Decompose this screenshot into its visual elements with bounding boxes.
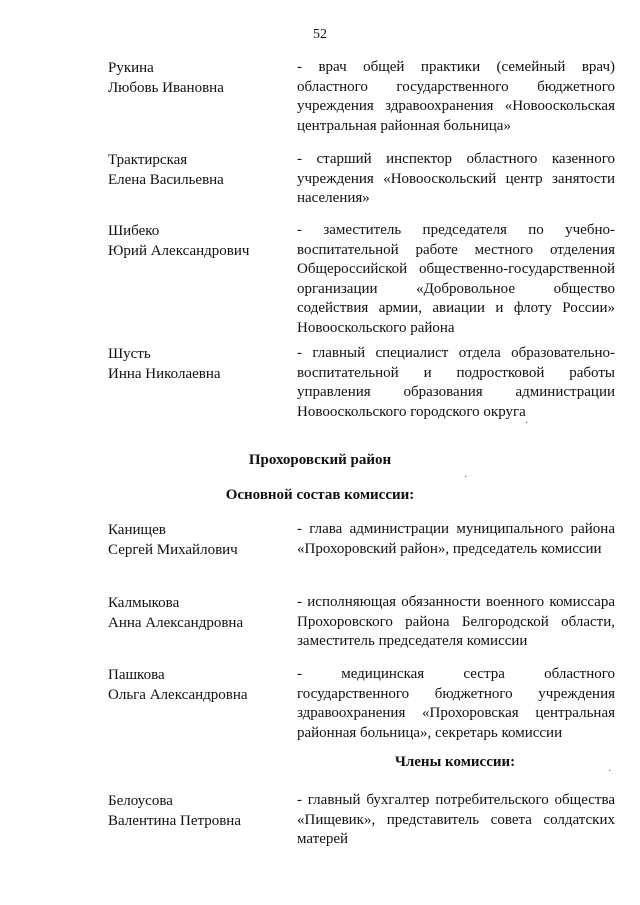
member-surname: Пашкова <box>108 667 165 683</box>
member-position: - медицинская сестра областного государственного бюджетного учреждения здравоохранения «Прохоровская центральная районная больница», секретарь комиссии <box>297 666 615 741</box>
scan-speck: · <box>464 472 468 483</box>
member-position: - главный бухгалтер потребительского общества «Пищевик», представитель совета солдатских матерей <box>297 792 615 847</box>
member-position: - врач общей практики (семейный врач) областного государственного бюджетного учреждения здравоохранения «Новооскольская центральная районная больница» <box>297 59 615 134</box>
member-name <box>108 58 288 98</box>
scan-speck: · <box>525 418 529 429</box>
member-surname: Шибеко <box>108 223 160 239</box>
member-given-names: Ольга Александровна <box>108 687 248 703</box>
member-position: - исполняющая обязанности военного комиссара Прохоровского района Белгородской области, заместитель председателя комиссии <box>297 594 615 649</box>
member-surname: Канищев <box>108 522 166 538</box>
member-surname: Шусть <box>108 346 151 362</box>
member-position: - заместитель председателя по учебно-воспитательной работе местного отделения Общероссийской общественно-государственной организации «Добровольное общество содействия армии, авиации и флоту России» Новооскольского района <box>297 222 615 336</box>
member-name <box>108 344 288 384</box>
page-number: 52 <box>313 27 327 42</box>
member-surname: Рукина <box>108 60 154 76</box>
member-position: - старший инспектор областного казенного учреждения «Новооскольский центр занятости населения» <box>297 151 615 206</box>
members-heading: Члены комиссии: <box>394 754 516 770</box>
member-given-names: Валентина Петровна <box>108 813 241 829</box>
member-position: - глава администрации муниципального района «Прохоровский район», председатель комиссии <box>297 521 615 557</box>
main-composition-heading: Основной состав комиссии: <box>225 487 415 503</box>
member-surname: Калмыкова <box>108 595 180 611</box>
member-given-names: Елена Васильевна <box>108 172 224 188</box>
member-given-names: Анна Александровна <box>108 615 244 631</box>
member-name <box>108 520 288 560</box>
member-surname: Трактирская <box>108 152 188 168</box>
district-heading: Прохоровский район <box>248 452 392 468</box>
member-position: - главный специалист отдела образовательно-воспитательной и подростковой работы управления образования администрации Новооскольского городского округа <box>297 345 615 420</box>
member-given-names: Юрий Александрович <box>108 243 250 259</box>
member-surname: Белоусова <box>108 793 173 809</box>
scan-speck: · <box>608 766 612 777</box>
member-given-names: Инна Николаевна <box>108 366 221 382</box>
member-name <box>108 150 288 190</box>
member-name <box>108 791 288 831</box>
member-name <box>108 221 288 261</box>
member-given-names: Сергей Михайлович <box>108 542 238 558</box>
member-name <box>108 665 288 705</box>
member-given-names: Любовь Ивановна <box>108 80 224 96</box>
member-name <box>108 593 288 633</box>
